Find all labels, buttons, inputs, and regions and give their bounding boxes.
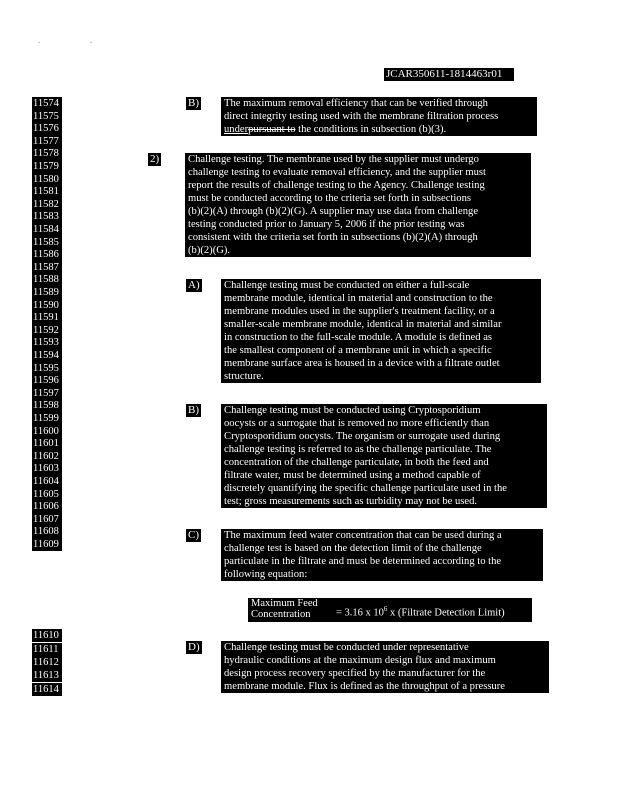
paragraph-line: Challenge testing. The membrane used by the supplier must undergo [188,154,479,165]
paragraph-line: membrane modules used in the supplier's treatment facility, or a [224,306,495,317]
paragraph-line: membrane module. Flux is defined as the throughput of a pressure [224,681,505,692]
paragraph-line: the smallest component of a membrane unit in which a specific [224,345,492,356]
line-number: 11607 [32,513,62,526]
label-b: B) [188,404,199,416]
line-number: 11609 [32,538,62,551]
paragraph-line: Challenge testing must be conducted on either a full-scale [224,280,470,291]
line-number: 11585 [32,236,62,249]
paragraph-2 [185,153,531,257]
paragraph-line: must be conducted according to the criteria set forth in subsections [188,193,472,204]
paragraph-line: (b)(2)(A) through (b)(2)(G). A supplier may use data from challenge [188,206,479,217]
line-number: 11574 [32,97,62,110]
paragraph-line: Challenge testing must be conducted under representative [224,642,469,653]
equation-lhs-line: Maximum Feed [251,598,318,609]
line-number: 11580 [32,173,62,186]
paragraph-line: direct integrity testing used with the membrane filtration process [224,111,499,122]
equation-lhs [251,598,318,620]
document-id-header: JCAR350611-1814463r01 [384,68,514,81]
line-number: 11602 [32,450,62,463]
paragraph-line: challenge testing is referred to as the challenge particulate. The [224,444,492,455]
equation-rhs-text: x (Filtrate Detection Limit) [387,607,505,619]
line-number: 11582 [32,198,62,211]
paragraph-line: Challenge testing must be conducted using Cryptosporidium [224,405,481,416]
line-number: 11603 [32,462,62,475]
paragraph-line: particulate in the filtrate and must be determined according to the [224,556,502,567]
line-number: 11578 [32,147,62,160]
equation [248,598,532,622]
line-number: 11581 [32,185,62,198]
paragraph-line: Cryptosporidium oocysts. The organism or surrogate used during [224,431,501,442]
line-number: 11586 [32,248,62,261]
equation-lhs-line: Concentration [251,609,311,620]
paragraph-line: challenge test is based on the detection limit of the challenge [224,543,482,554]
label-c: C) [188,529,199,541]
paragraph-line: hydraulic conditions at the maximum design flux and maximum [224,655,496,666]
line-number: 11600 [32,425,62,438]
line-number: 11596 [32,374,62,387]
paragraph-line: structure. [224,371,264,382]
paragraph-line: filtrate water, must be determined using a method capable of [224,470,481,481]
line-number: 11589 [32,286,62,299]
paragraph-line: discretely quantifying the specific challenge particulate used in the [224,483,507,494]
paragraph-line: membrane surface area is housed in a device with a filtrate outlet [224,358,500,369]
line-number: 11606 [32,500,62,513]
paragraph-line: in construction to the full-scale module. A module is defined as [224,332,493,343]
line-number: 11613 [32,669,62,682]
paragraph-line: following equation: [224,569,308,580]
line-number: 11576 [32,122,62,135]
line-number: 11604 [32,475,62,488]
paragraph-line: smaller-scale membrane module, identical in material and similar [224,319,502,330]
line-number: 11614 [32,683,62,696]
paragraph-line: The maximum feed water concentration that can be used during a [224,530,502,541]
equation-exponent: 6 [383,605,388,613]
line-number: 11587 [32,261,62,274]
label-2: 2) [150,153,160,165]
line-number: 11611 [32,643,62,656]
paragraph-line: challenge testing to evaluate removal efficiency, and the supplier must [188,167,486,178]
line-number: 11594 [32,349,62,362]
line-number: 11612 [32,656,62,669]
paragraph-line [224,123,534,136]
line-number: 11592 [32,324,62,337]
paragraph-line: testing conducted prior to January 5, 2006 if the prior testing was [188,219,465,230]
line-number: 11590 [32,299,62,312]
paragraph-line: test; gross measurements such as turbidity may not be used. [224,496,478,507]
struck-text: pursuant to [248,124,296,135]
label-d: D) [188,641,200,653]
paragraph-line: consistent with the criteria set forth in subsections (b)(2)(A) through [188,232,478,243]
line-number: 11599 [32,412,62,425]
paragraph-line: concentration of the challenge particulate, in both the feed and [224,457,489,468]
paragraph-line: The maximum removal efficiency that can be verified through [224,98,488,109]
paragraph-c [221,529,543,581]
line-number: 11583 [32,210,62,223]
paragraph-a [221,279,541,383]
label-a: A) [188,279,200,291]
line-number: 11577 [32,135,62,148]
paragraph-b [221,404,547,508]
inserted-text: under [224,124,249,135]
line-number: 11598 [32,399,62,412]
paragraph-line: oocysts or a surrogate that is removed no more efficiently than [224,418,490,429]
line-number: 11608 [32,525,62,538]
paragraph-line: design process recovery specified by the manufacturer for the [224,668,486,679]
paragraph-text: the conditions in subsection (b)(3). [295,124,447,135]
paragraph-d [221,641,549,693]
line-number: 11575 [32,110,62,123]
line-number: 11579 [32,160,62,173]
line-number: 11610 [32,629,62,642]
line-number: 11597 [32,387,62,400]
paragraph-line: membrane module, identical in material and construction to the [224,293,493,304]
scan-specks: . . [38,36,116,45]
line-number: 11605 [32,488,62,501]
paragraph-line: report the results of challenge testing to the Agency. Challenge testing [188,180,485,191]
equation-rhs-text: = 3.16 x 10 [336,607,384,619]
paragraph-b1 [221,97,537,136]
label-b1: B) [188,97,199,109]
paragraph-line: (b)(2)(G). [188,245,231,256]
line-number: 11601 [32,437,62,450]
line-number: 11584 [32,223,62,236]
line-number: 11595 [32,362,62,375]
line-number: 11591 [32,311,62,324]
line-number: 11593 [32,336,62,349]
line-number: 11588 [32,273,62,286]
equation-rhs [336,603,505,620]
